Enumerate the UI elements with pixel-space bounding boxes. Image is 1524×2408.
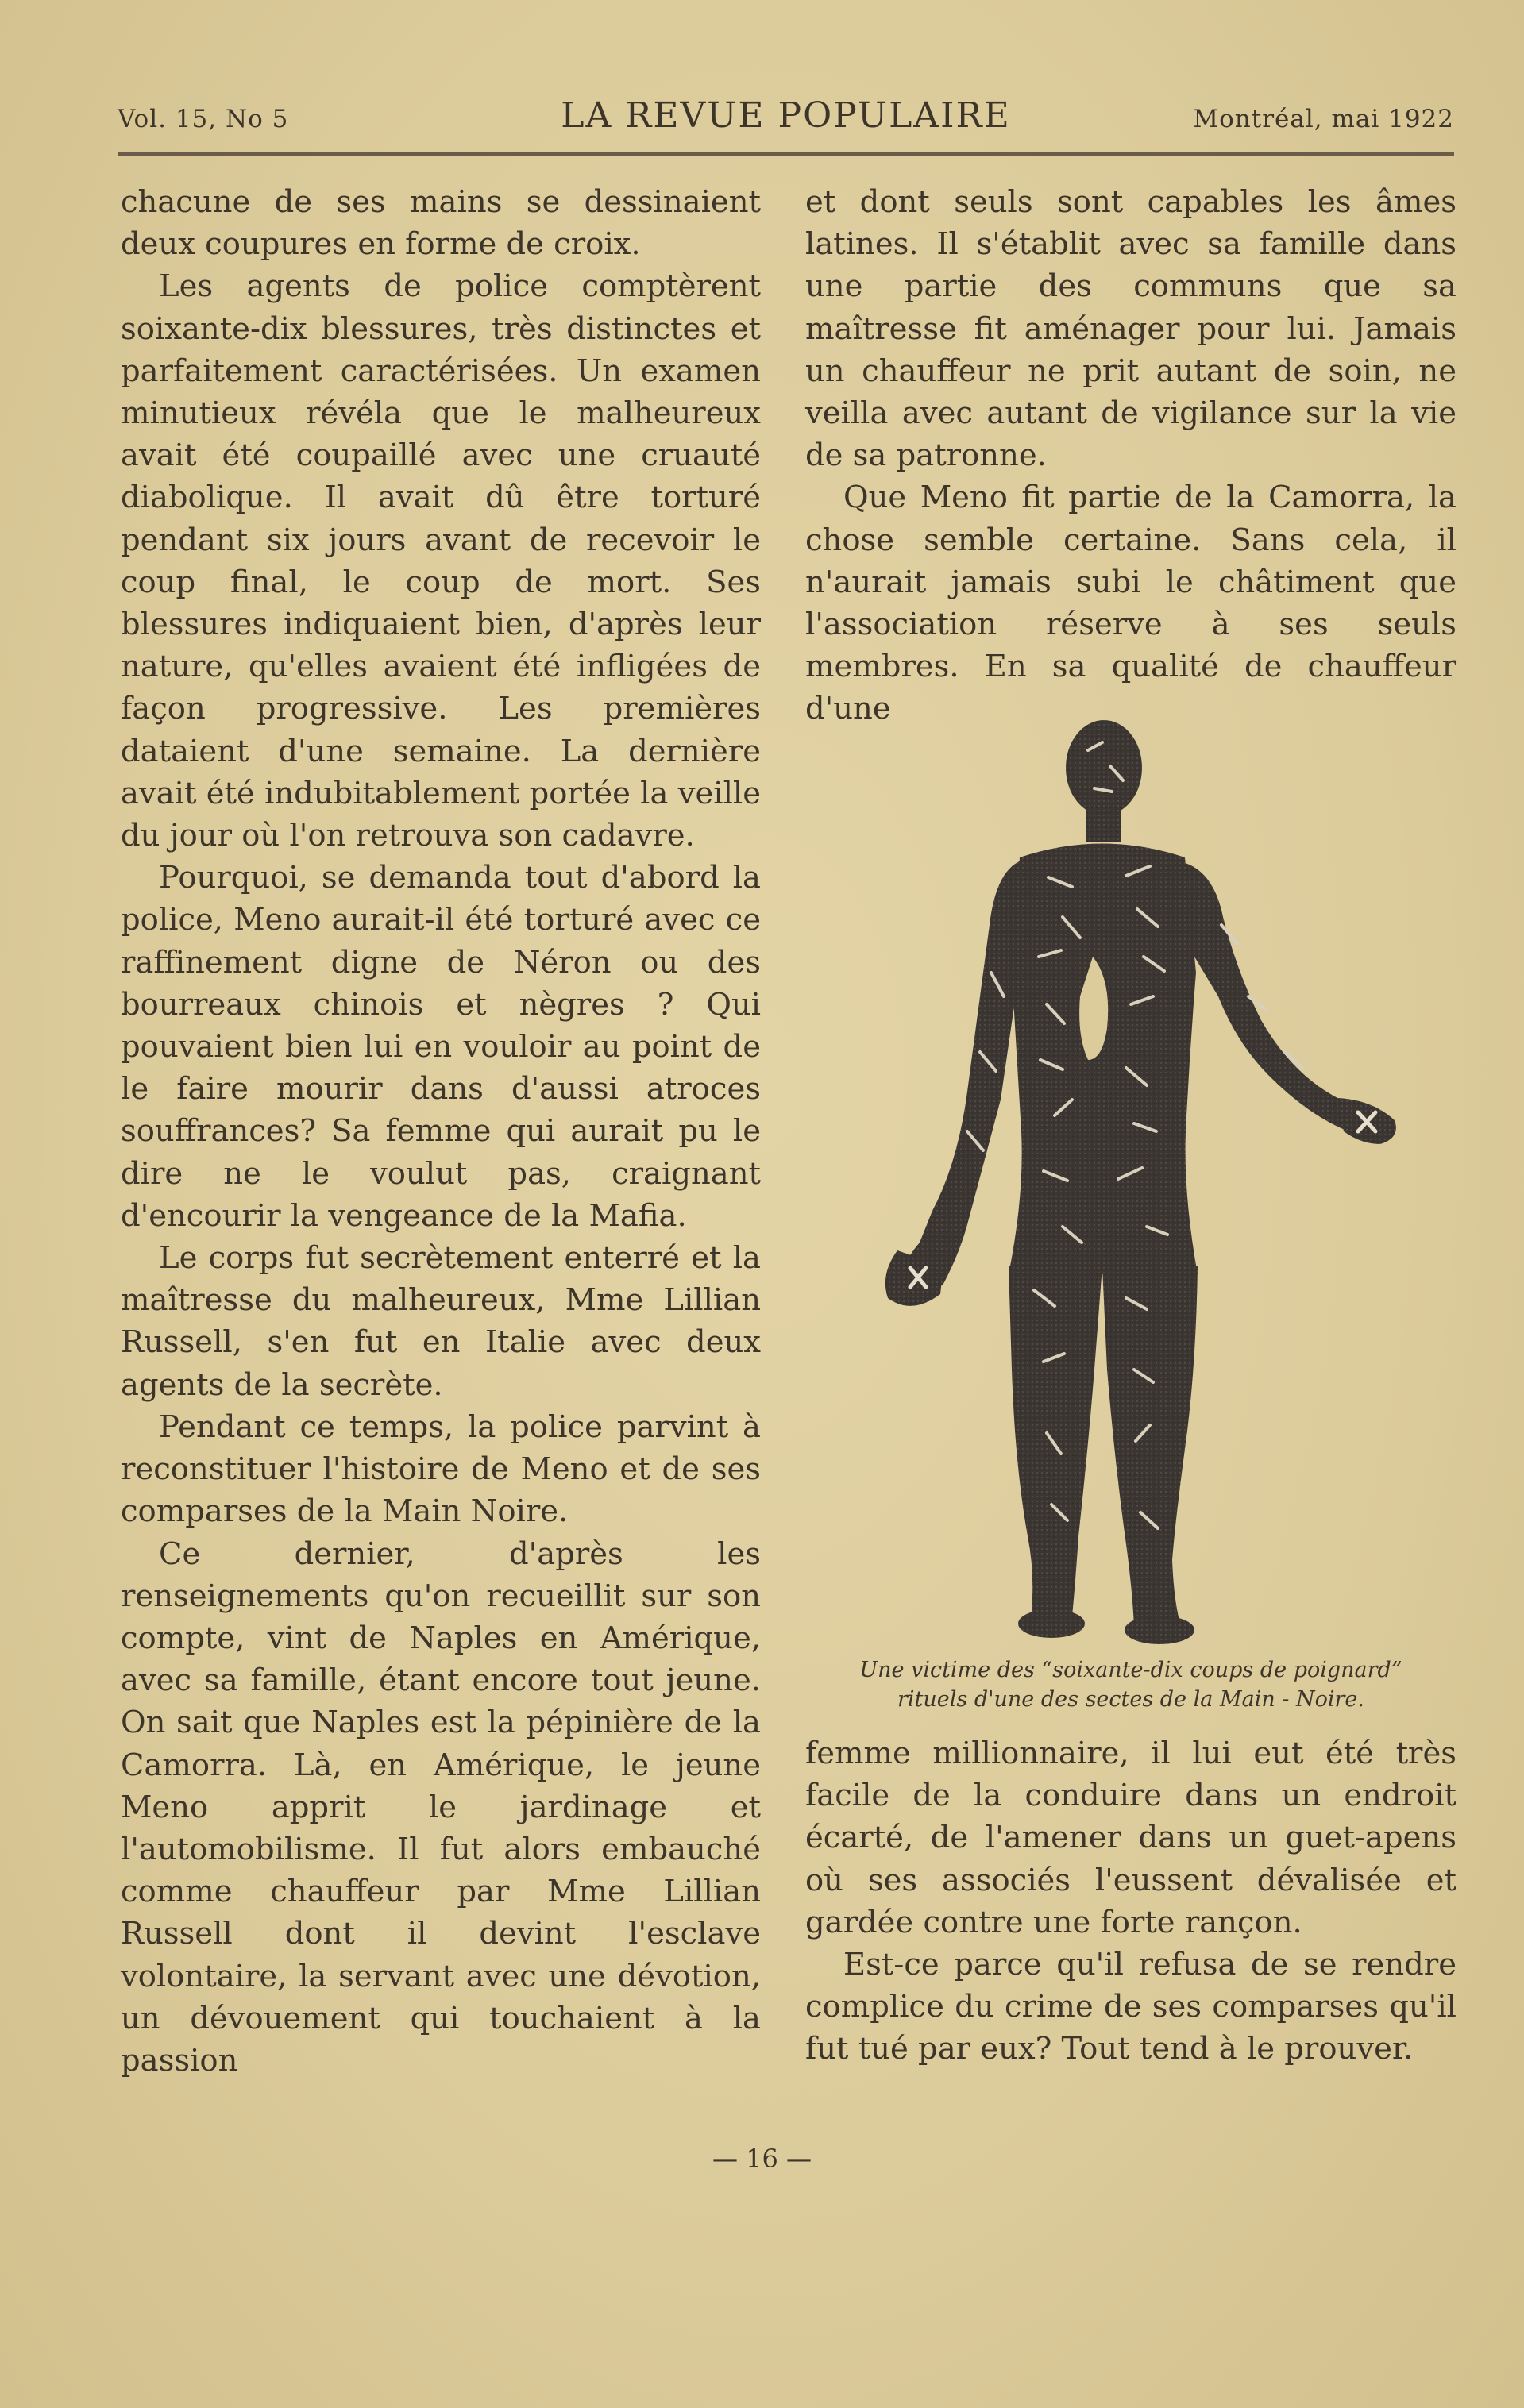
paragraph: femme millionnaire, il lui eut été très facile de la conduire dans un endroit écarté, de l'amener dans un guet-apens où ses associés l'eussent dévalisée et gardée contre une forte rançon.	[805, 1736, 1456, 1940]
paragraph: Est-ce parce qu'il refusa de se rendre complice du crime de ses comparses qu'il fut tué par eux? Tout tend à le prouver.	[805, 1947, 1456, 2067]
paragraph: Pourquoi, se demanda tout d'abord la police, Meno aurait-il été torturé avec ce raffinement digne de Néron ou des bourreaux chinois et nègres ? Qui pouvaient bien lui en vouloir au point de le faire mourir dans d'aussi atroces souffrances? Sa femme qui aurait pu le dire ne le voulut pas, craignant d'encourir la vengeance de la Mafia.	[121, 860, 761, 1234]
left-column	[121, 181, 761, 2082]
paragraph: Le corps fut secrètement enterré et la maîtresse du malheureux, Mme Lillian Russell, s'en fut en Italie avec deux agents de la secrète.	[121, 1240, 761, 1403]
magazine-title: LA REVUE POPULAIRE	[561, 95, 1011, 136]
caption-line: Une victime des “soixante-dix coups de poignard”	[859, 1658, 1402, 1682]
page-header	[118, 94, 1454, 149]
paragraph: Ce dernier, d'après les renseignements qu'on recueillit sur son compte, vint de Naples en Amérique, avec sa famille, étant encore tout jeune. On sait que Naples est la pépinière de la Camorra. Là, en Amérique, le jeune Meno apprit le jardinage et l'automobilisme. Il fut alors embauché comme chauffeur par Mme Lillian Russell dont il devint l'esclave volontaire, la servant avec une dévotion, un dévouement qui touchaient à la passion	[121, 1535, 761, 2079]
victim-illustration	[864, 719, 1420, 1647]
header-rule	[118, 152, 1454, 156]
right-column-top	[805, 181, 1456, 730]
paragraph: Les agents de police comptèrent soixante-dix blessures, très distinctes et parfaitement caractérisées. Un examen minutieux révéla que le malheureux avait été coupaillé avec une cruauté diabolique. Il avait dû être torturé pendant six jours avant de recevoir le coup final, le coup de mort. Ses blessures indiquaient bien, d'après leur nature, qu'elles avaient été infligées de façon progressive. Les premières dataient d'une semaine. La dernière avait été indubitablement portée la veille du jour où l'on retrouva son cadavre.	[121, 268, 761, 854]
figure-caption	[805, 1655, 1456, 1714]
paragraph: Que Meno fit partie de la Camorra, la chose semble certaine. Sans cela, il n'aurait jamais subi le châtiment que l'association réserve à ses seuls membres. En sa qualité de chauffeur d'une	[805, 480, 1456, 727]
body-silhouette-icon	[864, 719, 1420, 1647]
volume-number: Vol. 15, No 5	[118, 105, 289, 133]
paragraph: chacune de ses mains se dessinaient deux coupures en forme de croix.	[121, 184, 761, 263]
issue-date: Montréal, mai 1922	[1193, 105, 1454, 133]
paragraph: et dont seuls sont capables les âmes latines. Il s'établit avec sa famille dans une partie des communs que sa maîtresse fit aménager pour lui. Jamais un chauffeur ne prit autant de soin, ne veilla avec autant de vigilance sur la vie de sa patronne.	[805, 184, 1456, 474]
page-number: — 16 —	[712, 2144, 812, 2174]
right-column-bottom	[805, 1732, 1456, 2071]
caption-line: rituels d'une des sectes de la Main - Noire.	[897, 1687, 1364, 1712]
paragraph: Pendant ce temps, la police parvint à reconstituer l'histoire de Meno et de ses comparses de la Main Noire.	[121, 1408, 761, 1530]
